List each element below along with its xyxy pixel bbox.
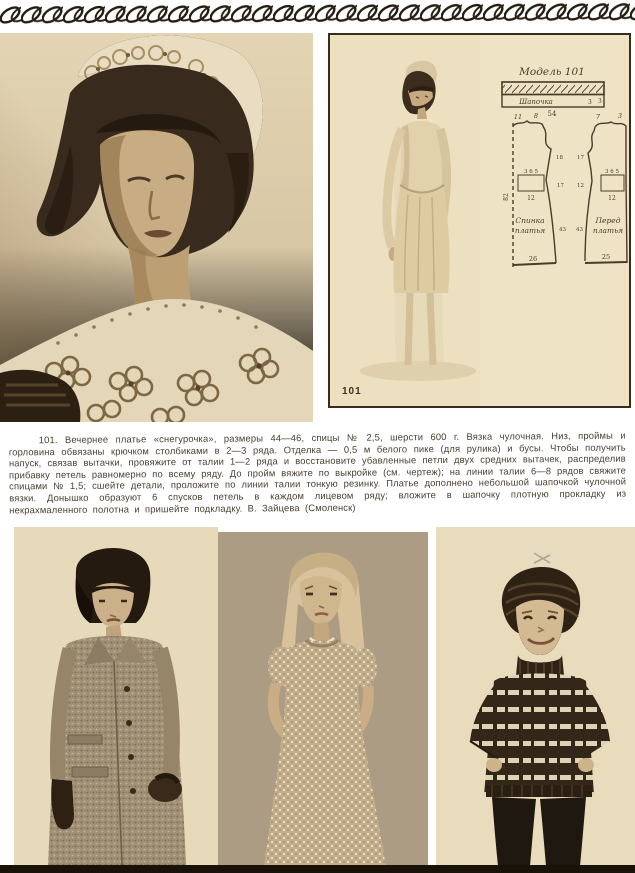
article-text: 101. Вечернее платье «снегурочка», размеры 44—46, спицы № 2,5, шерсти 600 г. Вязка чулочная. Низ, проймы и горловина обвязаны крючком столбиками в 2—3 ряда. Отделка — 0,5 м белого пике (для рулика) и бусы. Чтобы получить напуск, связав вытачки, провяжите от талии 1—2 ряда и восстановите убавленные петли двух средних вытачек, распределив прибавку петель равномерно по всему ряду. До пройм вяжите по выкройке (см. чертеж); на линии талии 6—8 рядов свяжите спицами № 1,5; сшейте детали, проложите по линии талии тонкую резинку. Платье дополнено небольшой шапочкой чулочной вязки. Донышко образуют 6 спусков петель в каждом лицевом ряду; вложите в шапочку плотную прокладку из некрахмаленного полотна и пришейте подкладку. В. Зайцева (Смоленск) bbox=[8, 429, 627, 515]
svg-text:Спинка: Спинка bbox=[515, 216, 545, 225]
svg-text:12: 12 bbox=[608, 195, 616, 202]
svg-text:82: 82 bbox=[503, 193, 510, 201]
svg-text:платья: платья bbox=[514, 226, 546, 235]
coat-photo bbox=[14, 527, 218, 866]
svg-text:26: 26 bbox=[528, 255, 538, 263]
svg-text:7: 7 bbox=[595, 113, 601, 121]
svg-text:3: 3 bbox=[588, 99, 592, 106]
portrait-photo bbox=[0, 33, 313, 422]
diagram-title: Модель 101 bbox=[519, 66, 585, 78]
svg-text:54: 54 bbox=[547, 110, 557, 118]
svg-text:43: 43 bbox=[576, 227, 583, 233]
model-photo-frame bbox=[328, 33, 631, 408]
rope-border-ornament bbox=[0, 0, 635, 30]
svg-text:Шапочка: Шапочка bbox=[519, 98, 553, 106]
svg-text:платья: платья bbox=[592, 226, 624, 235]
svg-text:12: 12 bbox=[577, 183, 584, 189]
svg-text:25: 25 bbox=[601, 253, 611, 261]
svg-text:43: 43 bbox=[559, 227, 566, 233]
dress-photo bbox=[218, 532, 428, 866]
svg-text:3: 3 bbox=[617, 112, 623, 120]
boy-photo bbox=[436, 527, 635, 866]
svg-text:11: 11 bbox=[513, 113, 523, 121]
svg-text:Перед: Перед bbox=[595, 216, 621, 225]
svg-text:17: 17 bbox=[577, 155, 584, 161]
page-bottom-edge bbox=[0, 865, 635, 873]
svg-text:3: 3 bbox=[598, 98, 602, 105]
model-and-diagram bbox=[330, 35, 629, 406]
svg-text:18: 18 bbox=[556, 155, 563, 161]
svg-text:3 6 5: 3 6 5 bbox=[605, 169, 619, 175]
photo-number-label: 101 bbox=[342, 386, 362, 397]
svg-text:8: 8 bbox=[533, 112, 539, 120]
svg-text:3 6 5: 3 6 5 bbox=[524, 169, 538, 175]
svg-text:17: 17 bbox=[557, 183, 564, 189]
svg-text:12: 12 bbox=[527, 195, 535, 202]
